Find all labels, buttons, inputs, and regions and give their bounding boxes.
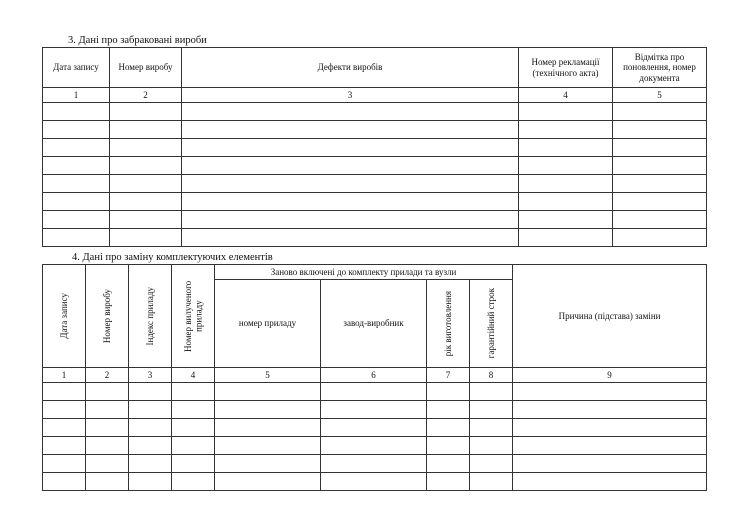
column-number: 9 xyxy=(513,368,707,383)
column-number-row xyxy=(43,368,707,383)
empty-cell[interactable] xyxy=(215,473,321,491)
empty-cell[interactable] xyxy=(519,157,613,175)
column-number: 5 xyxy=(613,88,707,103)
empty-cell[interactable] xyxy=(613,175,707,193)
table-row xyxy=(43,455,707,473)
column-number: 6 xyxy=(321,368,427,383)
table-header-row xyxy=(43,48,707,88)
header-product-number-cell xyxy=(86,265,129,368)
empty-cell[interactable] xyxy=(110,193,182,211)
empty-cell[interactable] xyxy=(215,419,321,437)
table-row xyxy=(43,383,707,401)
empty-cell[interactable] xyxy=(427,437,470,455)
header-warranty-period: гарантійний строк xyxy=(485,288,496,359)
empty-cell[interactable] xyxy=(182,139,519,157)
empty-cell[interactable] xyxy=(519,175,613,193)
header-newly-included-group: Заново включені до комплекту прилади та вузли xyxy=(215,265,513,280)
empty-cell[interactable] xyxy=(110,121,182,139)
table-row xyxy=(43,229,707,247)
column-number: 2 xyxy=(86,368,129,383)
empty-cell[interactable] xyxy=(43,175,110,193)
empty-cell[interactable] xyxy=(470,473,513,491)
header-manufacturer: завод-виробник xyxy=(321,280,427,368)
empty-cell[interactable] xyxy=(519,211,613,229)
table-row xyxy=(43,139,707,157)
empty-cell[interactable] xyxy=(129,455,172,473)
empty-cell[interactable] xyxy=(43,437,86,455)
empty-cell[interactable] xyxy=(182,211,519,229)
empty-cell[interactable] xyxy=(470,383,513,401)
column-number-row xyxy=(43,88,707,103)
header-year-cell xyxy=(427,280,470,368)
empty-cell[interactable] xyxy=(182,157,519,175)
empty-cell[interactable] xyxy=(613,193,707,211)
table-row xyxy=(43,157,707,175)
empty-cell[interactable] xyxy=(513,401,707,419)
empty-cell[interactable] xyxy=(613,121,707,139)
empty-cell[interactable] xyxy=(519,121,613,139)
empty-cell[interactable] xyxy=(182,193,519,211)
empty-cell[interactable] xyxy=(110,103,182,121)
empty-cell[interactable] xyxy=(43,229,110,247)
empty-cell[interactable] xyxy=(182,121,519,139)
empty-cell[interactable] xyxy=(613,211,707,229)
empty-cell[interactable] xyxy=(172,437,215,455)
empty-cell[interactable] xyxy=(513,437,707,455)
table-row xyxy=(43,211,707,229)
empty-cell[interactable] xyxy=(43,193,110,211)
empty-cell[interactable] xyxy=(513,473,707,491)
table-row xyxy=(43,121,707,139)
empty-cell[interactable] xyxy=(470,419,513,437)
empty-cell[interactable] xyxy=(110,211,182,229)
empty-cell[interactable] xyxy=(43,473,86,491)
header-record-date-cell xyxy=(43,265,86,368)
table-row xyxy=(43,103,707,121)
empty-cell[interactable] xyxy=(43,121,110,139)
column-number: 2 xyxy=(110,88,182,103)
section-4-title: 4. Дані про заміну комплектуючих елементів xyxy=(72,252,273,263)
table-row xyxy=(43,193,707,211)
header-warranty-cell xyxy=(470,280,513,368)
empty-cell[interactable] xyxy=(321,401,427,419)
column-number: 1 xyxy=(43,88,110,103)
empty-cell[interactable] xyxy=(110,175,182,193)
header-product-number: Номер виробу xyxy=(110,48,182,88)
empty-cell[interactable] xyxy=(519,103,613,121)
table-row xyxy=(43,437,707,455)
empty-cell[interactable] xyxy=(86,419,129,437)
empty-cell[interactable] xyxy=(513,419,707,437)
empty-cell[interactable] xyxy=(110,139,182,157)
column-number: 3 xyxy=(129,368,172,383)
header-removed-device-number: Номер вилученого приладу xyxy=(182,280,203,352)
empty-cell[interactable] xyxy=(43,455,86,473)
column-number: 3 xyxy=(182,88,519,103)
header-removed-device-cell xyxy=(172,265,215,368)
empty-cell[interactable] xyxy=(172,473,215,491)
empty-cell[interactable] xyxy=(129,401,172,419)
empty-cell[interactable] xyxy=(86,383,129,401)
empty-cell[interactable] xyxy=(215,437,321,455)
column-number: 1 xyxy=(43,368,86,383)
column-number: 4 xyxy=(519,88,613,103)
empty-cell[interactable] xyxy=(519,139,613,157)
empty-cell[interactable] xyxy=(129,383,172,401)
table-row xyxy=(43,175,707,193)
empty-cell[interactable] xyxy=(86,401,129,419)
empty-cell[interactable] xyxy=(321,383,427,401)
empty-cell[interactable] xyxy=(172,419,215,437)
empty-cell[interactable] xyxy=(613,139,707,157)
empty-cell[interactable] xyxy=(43,401,86,419)
empty-cell[interactable] xyxy=(182,175,519,193)
column-number: 5 xyxy=(215,368,321,383)
empty-cell[interactable] xyxy=(519,229,613,247)
empty-cell[interactable] xyxy=(321,473,427,491)
empty-cell[interactable] xyxy=(427,419,470,437)
header-device-index: Індекс приладу xyxy=(144,286,155,346)
header-device-number: номер приладу xyxy=(215,280,321,368)
empty-cell[interactable] xyxy=(110,229,182,247)
empty-cell[interactable] xyxy=(86,437,129,455)
empty-cell[interactable] xyxy=(182,229,519,247)
empty-cell[interactable] xyxy=(43,383,86,401)
column-number: 7 xyxy=(427,368,470,383)
empty-cell[interactable] xyxy=(321,455,427,473)
empty-cell[interactable] xyxy=(215,455,321,473)
empty-cell[interactable] xyxy=(427,455,470,473)
header-manufacture-year: рік виготовлення xyxy=(442,290,453,357)
table-row xyxy=(43,473,707,491)
empty-cell[interactable] xyxy=(427,473,470,491)
rejected-products-table xyxy=(42,47,707,247)
header-renewal-mark: Відмітка про поновлення, номер документа xyxy=(613,48,707,88)
table-header-row xyxy=(43,265,707,280)
table-row xyxy=(43,401,707,419)
empty-cell[interactable] xyxy=(519,193,613,211)
component-replacement-table xyxy=(42,264,707,491)
empty-cell[interactable] xyxy=(43,157,110,175)
empty-cell[interactable] xyxy=(172,401,215,419)
empty-cell[interactable] xyxy=(43,139,110,157)
empty-cell[interactable] xyxy=(129,437,172,455)
empty-cell[interactable] xyxy=(427,383,470,401)
empty-cell[interactable] xyxy=(182,103,519,121)
header-claim-number: Номер рекламації (технічного акта) xyxy=(519,48,613,88)
empty-cell[interactable] xyxy=(613,103,707,121)
empty-cell[interactable] xyxy=(470,437,513,455)
column-number: 4 xyxy=(172,368,215,383)
empty-cell[interactable] xyxy=(613,229,707,247)
empty-cell[interactable] xyxy=(613,157,707,175)
empty-cell[interactable] xyxy=(43,419,86,437)
empty-cell[interactable] xyxy=(172,383,215,401)
empty-cell[interactable] xyxy=(110,157,182,175)
empty-cell[interactable] xyxy=(321,419,427,437)
empty-cell[interactable] xyxy=(427,401,470,419)
empty-cell[interactable] xyxy=(513,383,707,401)
empty-cell[interactable] xyxy=(129,419,172,437)
section-3-title: 3. Дані про забраковані вироби xyxy=(68,35,207,46)
empty-cell[interactable] xyxy=(172,455,215,473)
header-record-date: Дата запису xyxy=(58,293,69,339)
header-record-date: Дата запису xyxy=(43,48,110,88)
header-product-defects: Дефекти виробів xyxy=(182,48,519,88)
empty-cell[interactable] xyxy=(86,473,129,491)
empty-cell[interactable] xyxy=(215,401,321,419)
empty-cell[interactable] xyxy=(321,437,427,455)
column-number: 8 xyxy=(470,368,513,383)
empty-cell[interactable] xyxy=(215,383,321,401)
empty-cell[interactable] xyxy=(129,473,172,491)
header-device-index-cell xyxy=(129,265,172,368)
header-replacement-reason: Причина (підстава) заміни xyxy=(513,265,707,368)
empty-cell[interactable] xyxy=(470,401,513,419)
table-row xyxy=(43,419,707,437)
empty-cell[interactable] xyxy=(86,455,129,473)
empty-cell[interactable] xyxy=(43,211,110,229)
header-product-number: Номер виробу xyxy=(101,288,112,344)
empty-cell[interactable] xyxy=(470,455,513,473)
empty-cell[interactable] xyxy=(513,455,707,473)
empty-cell[interactable] xyxy=(43,103,110,121)
